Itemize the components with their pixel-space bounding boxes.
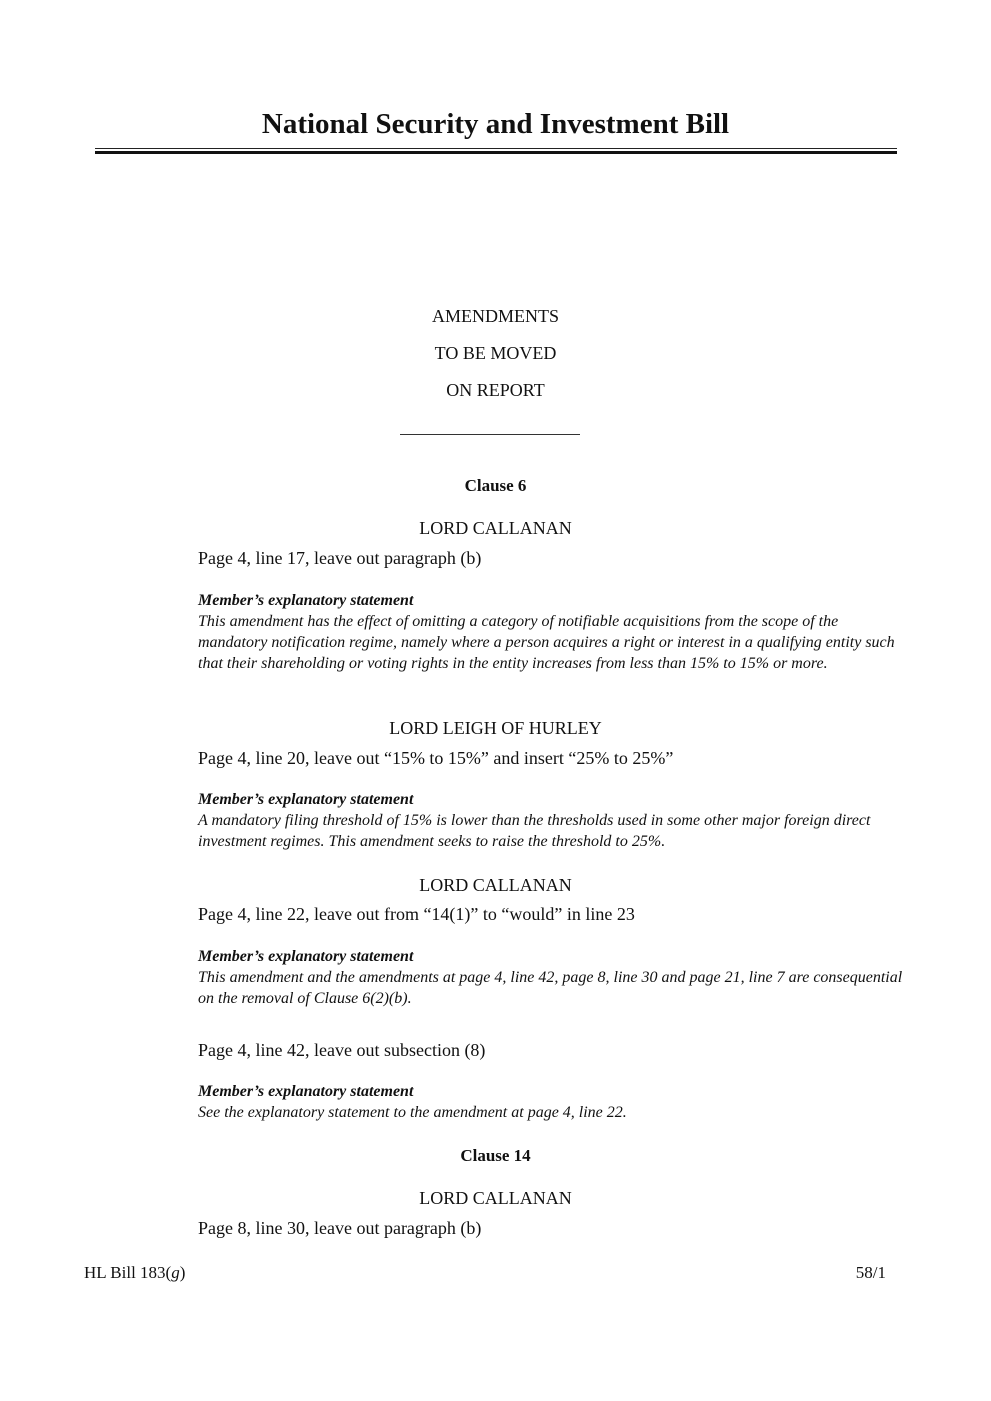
statement-text: This amendment has the effect of omitting a category of notifiable acquisitions from the scope of the mandatory notification regime, namely where a person acquires a right or interest in a qualifying entity such that their shareholding or voting rights in the entity increases from less than 15% to 15% or more. <box>198 613 895 672</box>
intro-line-2: TO BE MOVED <box>434 343 557 363</box>
statement-heading: Member’s explanatory statement <box>198 592 414 609</box>
page-number: 58/1 <box>855 1263 886 1282</box>
intro-line-1: AMENDMENTS <box>431 306 559 326</box>
mover-name: LORD LEIGH OF HURLEY <box>389 718 602 738</box>
mover-name: LORD CALLANAN <box>419 518 572 538</box>
title-rule-thick <box>95 151 897 154</box>
bill-number-letter: g <box>171 1263 180 1282</box>
explanatory-statement <box>198 590 908 674</box>
explanatory-statement <box>198 1081 908 1123</box>
title-rule-thin <box>95 148 897 149</box>
statement-text: See the explanatory statement to the amendment at page 4, line 22. <box>198 1104 627 1121</box>
amendment-text: Page 4, line 42, leave out subsection (8) <box>198 1040 486 1060</box>
statement-heading: Member’s explanatory statement <box>198 791 414 808</box>
statement-heading: Member’s explanatory statement <box>198 948 414 965</box>
intro-line-3: ON REPORT <box>446 380 545 400</box>
amendment-text: Page 4, line 17, leave out paragraph (b) <box>198 548 482 568</box>
mover-name: LORD CALLANAN <box>419 1188 572 1208</box>
amendment-text: Page 4, line 20, leave out “15% to 15%” and insert “25% to 25%” <box>198 748 674 768</box>
clause-heading: Clause 14 <box>460 1146 531 1165</box>
bill-number <box>84 1263 185 1283</box>
explanatory-statement <box>198 789 878 852</box>
statement-heading: Member’s explanatory statement <box>198 1083 414 1100</box>
divider <box>400 434 580 435</box>
bill-number-prefix: HL Bill 183( <box>84 1263 172 1282</box>
clause-heading: Clause 6 <box>464 476 527 495</box>
amendment-text: Page 8, line 30, leave out paragraph (b) <box>198 1218 482 1238</box>
amendment-text: Page 4, line 22, leave out from “14(1)” to “would” in line 23 <box>198 904 635 924</box>
statement-text: A mandatory filing threshold of 15% is lower than the thresholds used in some other major foreign direct investment regimes. This amendment seeks to raise the threshold to 25%. <box>198 812 871 850</box>
document-title: National Security and Investment Bill <box>261 108 730 140</box>
explanatory-statement <box>198 946 908 1009</box>
mover-name: LORD CALLANAN <box>419 875 572 895</box>
bill-number-suffix: ) <box>179 1263 186 1282</box>
statement-text: This amendment and the amendments at page 4, line 42, page 8, line 30 and page 21, line 7 are consequential on the removal of Clause 6(2)(b). <box>198 969 903 1007</box>
